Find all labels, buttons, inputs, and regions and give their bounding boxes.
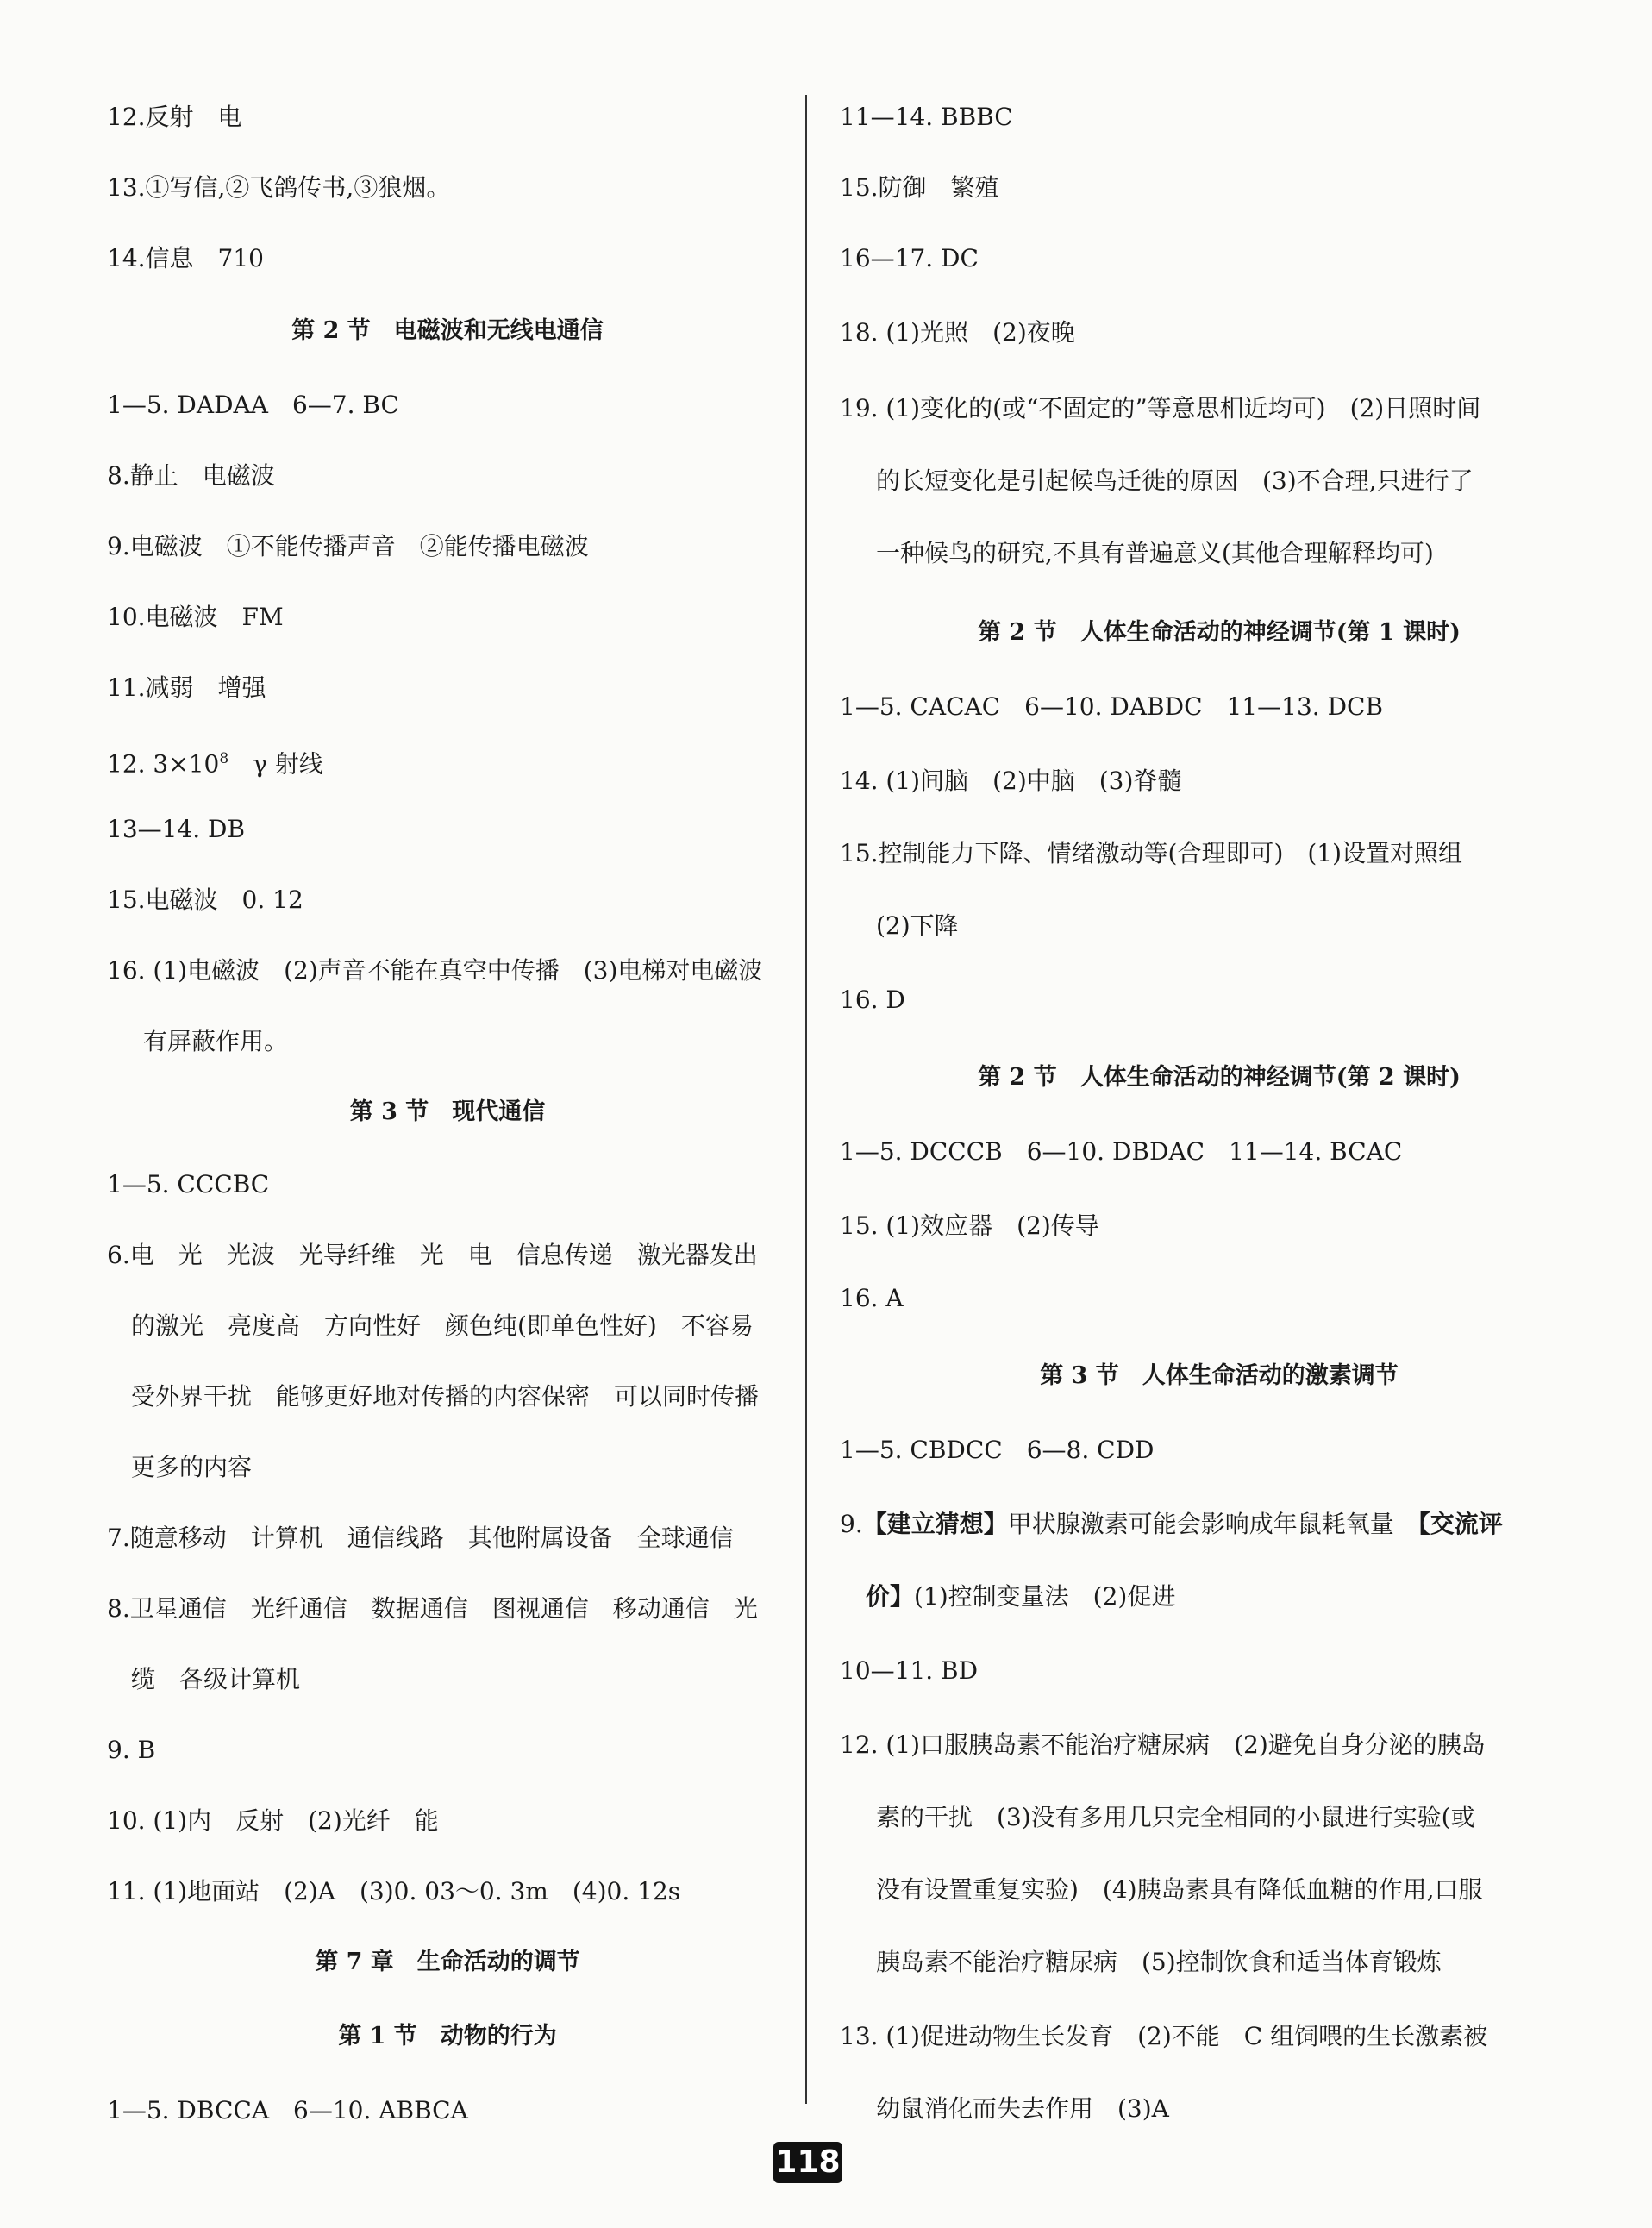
answer-line: 16. A xyxy=(840,1284,904,1312)
answer-line: 16—17. DC xyxy=(840,244,979,272)
answer-line: 10—11. BD xyxy=(840,1656,979,1685)
answer-line: 16. (1)电磁波 (2)声音不能在真空中传播 (3)电梯对电磁波 xyxy=(107,956,763,985)
answer-line: 14. (1)间脑 (2)中脑 (3)脊髓 xyxy=(840,767,1182,795)
answer-line: 8.卫星通信 光纤通信 数据通信 图视通信 移动通信 光 xyxy=(107,1594,758,1623)
answer-line: 7.随意移动 计算机 通信线路 其他附属设备 全球通信 xyxy=(107,1524,734,1552)
answer-line: 13—14. DB xyxy=(107,815,246,843)
answer-line: 的长短变化是引起候鸟迁徙的原因 (3)不合理,只进行了 xyxy=(876,466,1474,495)
answer-line: 素的干扰 (3)没有多用几只完全相同的小鼠进行实验(或 xyxy=(876,1803,1475,1831)
bracket-tag: 【建立猜想】 xyxy=(862,1510,1008,1538)
answer-line: 1—5. CBDCC 6—8. CDD xyxy=(840,1436,1155,1464)
section-heading: 第 2 节 人体生命活动的神经调节(第 2 课时) xyxy=(978,1064,1461,1091)
section-heading: 第 1 节 动物的行为 xyxy=(338,2023,557,2050)
answer-line: 12. $3\times 10^8$ γ 射线 xyxy=(107,749,323,779)
answer-line: 更多的内容 xyxy=(131,1453,253,1481)
answer-line: 的激光 亮度高 方向性好 颜色纯(即单色性好) 不容易 xyxy=(131,1311,754,1340)
answer-line: 12. (1)口服胰岛素不能治疗糖尿病 (2)避免自身分泌的胰岛 xyxy=(840,1730,1486,1759)
answer-line: 11—14. BBBC xyxy=(840,103,1013,131)
page-number: 118 xyxy=(773,2142,842,2183)
section-heading: 第 2 节 电磁波和无线电通信 xyxy=(291,317,604,344)
answer-line: 6.电 光 光波 光导纤维 光 电 信息传递 激光器发出 xyxy=(107,1241,758,1269)
bracket-tag: 价】 xyxy=(866,1582,915,1611)
answer-line: 15. (1)效应器 (2)传导 xyxy=(840,1211,1099,1240)
answer-line: 有屏蔽作用。 xyxy=(143,1027,289,1055)
answer-line: 11.减弱 增强 xyxy=(107,673,266,702)
answer-line: 10.电磁波 FM xyxy=(107,603,284,631)
column-divider xyxy=(805,95,807,2104)
answer-line: 9.电磁波 ①不能传播声音 ②能传播电磁波 xyxy=(107,532,589,560)
answer-line: 14.信息 710 xyxy=(107,244,264,272)
answer-line: 1—5. DADAA 6—7. BC xyxy=(107,391,399,419)
answer-line: 没有设置重复实验) (4)胰岛素具有降低血糖的作用,口服 xyxy=(876,1875,1483,1904)
answer-line: 11. (1)地面站 (2)A (3)0. 03～0. 3m (4)0. 12s xyxy=(107,1877,681,1906)
answer-line: 受外界干扰 能够更好地对传播的内容保密 可以同时传播 xyxy=(131,1382,760,1411)
answer-line: 1—5. CACAC 6—10. DABDC 11—13. DCB xyxy=(840,692,1384,721)
answer-line: 13.①写信,②飞鸽传书,③狼烟。 xyxy=(107,173,451,202)
answer-line: 价】(1)控制变量法 (2)促进 xyxy=(866,1582,1176,1611)
answer-line: 一种候鸟的研究,不具有普遍意义(其他合理解释均可) xyxy=(876,539,1434,567)
section-heading: 第 3 节 人体生命活动的激素调节 xyxy=(1040,1362,1399,1389)
answer-line: 9. B xyxy=(107,1736,156,1764)
answer-line: 19. (1)变化的(或“不固定的”等意思相近均可) (2)日照时间 xyxy=(840,394,1481,422)
answer-line: 幼鼠消化而失去作用 (3)A xyxy=(876,2094,1169,2123)
answer-line: 缆 各级计算机 xyxy=(131,1665,301,1693)
answer-line: 胰岛素不能治疗糖尿病 (5)控制饮食和适当体育锻炼 xyxy=(876,1948,1442,1976)
answer-line: 15.防御 繁殖 xyxy=(840,173,999,202)
bracket-tag: 【交流评 xyxy=(1417,1510,1503,1538)
answer-line: 1—5. DBCCA 6—10. ABBCA xyxy=(107,2096,468,2125)
answer-line: 1—5. DCCCB 6—10. DBDAC 11—14. BCAC xyxy=(840,1137,1403,1166)
answer-line: 18. (1)光照 (2)夜晚 xyxy=(840,318,1075,347)
answer-line: 12.反射 电 xyxy=(107,103,242,131)
chapter-heading: 第 7 章 生命活动的调节 xyxy=(315,1949,580,1975)
answer-line: 16. D xyxy=(840,986,905,1014)
answer-line: 9.【建立猜想】甲状腺激素可能会影响成年鼠耗氧量 【交流评 xyxy=(840,1510,1503,1538)
answer-line: 15.电磁波 0. 12 xyxy=(107,886,303,914)
answer-line: 8.静止 电磁波 xyxy=(107,461,275,490)
section-heading: 第 3 节 现代通信 xyxy=(349,1098,546,1125)
answer-line: (2)下降 xyxy=(876,911,959,940)
answer-line: 15.控制能力下降、情绪激动等(合理即可) (1)设置对照组 xyxy=(840,839,1463,867)
answer-line: 1—5. CCCBC xyxy=(107,1170,270,1198)
section-heading: 第 2 节 人体生命活动的神经调节(第 1 课时) xyxy=(978,619,1461,646)
answer-line: 13. (1)促进动物生长发育 (2)不能 C 组饲喂的生长激素被 xyxy=(840,2022,1488,2050)
answer-line: 10. (1)内 反射 (2)光纤 能 xyxy=(107,1806,439,1835)
